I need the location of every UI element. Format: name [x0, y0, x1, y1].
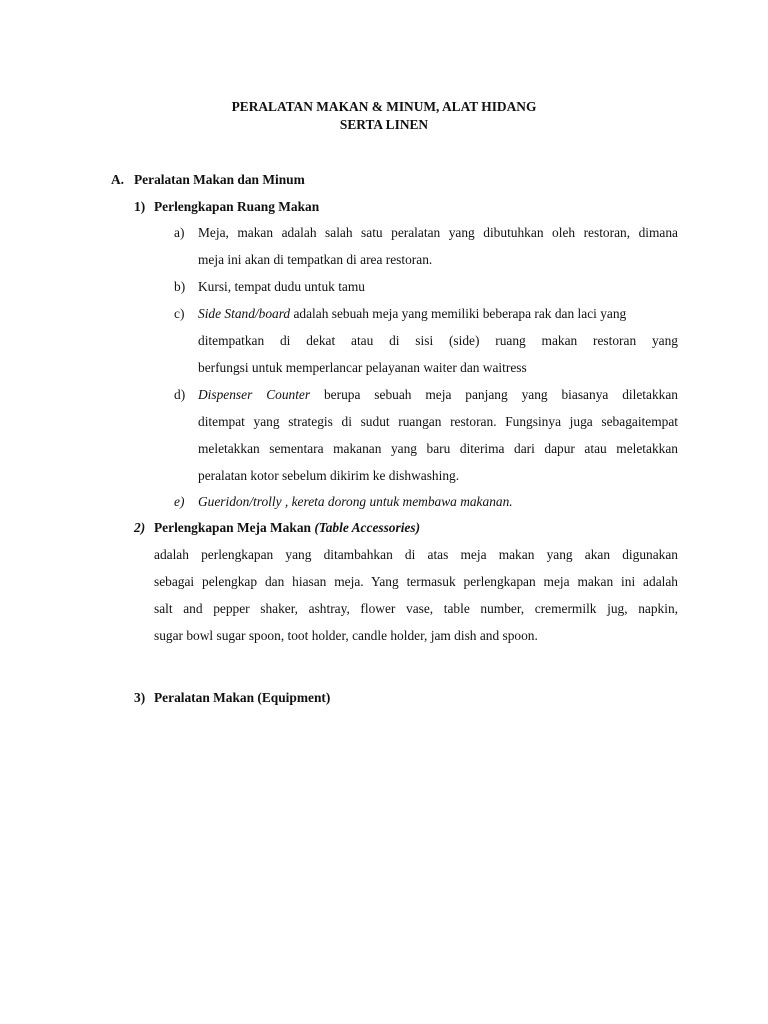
document-title-line2: SERTA LINEN: [339, 117, 429, 132]
sub2-heading: Perlengkapan Meja Makan (Table Accessories): [154, 520, 421, 535]
sub2-line4: sugar bowl sugar spoon, toot holder, candle holder, jam dish and spoon.: [154, 628, 538, 643]
item-a-marker: a): [174, 225, 185, 240]
item-a-line2: meja ini akan di tempatkan di area restoran.: [198, 252, 433, 267]
item-e-marker: e): [174, 494, 185, 509]
sub1-heading: Perlengkapan Ruang Makan: [154, 199, 320, 214]
sub2-marker: 2): [134, 520, 146, 535]
item-d-line4: peralatan kotor sebelum dikirim ke dishwashing.: [198, 468, 460, 483]
item-c-marker: c): [174, 306, 185, 321]
sub2-heading-italic: (Table Accessories): [314, 520, 421, 535]
item-b-marker: b): [174, 279, 186, 294]
item-d-line1: [198, 385, 678, 405]
item-b-line1: Kursi, tempat dudu untuk tamu: [198, 279, 365, 294]
item-d-line3: meletakkan sementara makanan yang baru diterima dari dapur atau meletakkan: [198, 441, 678, 456]
sub1-marker: 1): [134, 199, 146, 214]
section-a-marker: A.: [111, 172, 125, 187]
sub3-heading: Peralatan Makan (Equipment): [154, 690, 331, 705]
item-e-line1: Gueridon/trolly , kereta dorong untuk membawa makanan.: [198, 494, 513, 509]
document-title-line1: PERALATAN MAKAN & MINUM, ALAT HIDANG: [231, 99, 537, 114]
section-a-heading: Peralatan Makan dan Minum: [134, 172, 305, 187]
item-d-term: Dispenser Counter: [198, 387, 311, 402]
item-c-line3: berfungsi untuk memperlancar pelayanan waiter dan waitress: [198, 360, 527, 375]
sub2-line3: salt and pepper shaker, ashtray, flower vase, table number, cremermilk jug, napkin,: [154, 601, 678, 616]
item-a-line1: Meja, makan adalah salah satu peralatan yang dibutuhkan oleh restoran, dimana: [198, 225, 678, 240]
item-d-line1-rest: berupa sebuah meja panjang yang biasanya diletakkan: [310, 387, 678, 402]
item-c-line1-rest: adalah sebuah meja yang memiliki beberapa rak dan laci yang: [290, 306, 627, 321]
item-c-line1: [198, 304, 678, 324]
sub3-marker: 3): [134, 690, 146, 705]
item-c-term: Side Stand/board: [198, 306, 291, 321]
item-c-line2: ditempatkan di dekat atau di sisi (side) ruang makan restoran yang: [198, 333, 678, 348]
sub2-line1: adalah perlengkapan yang ditambahkan di atas meja makan yang akan digunakan: [154, 547, 678, 562]
sub2-line2: sebagai pelengkap dan hiasan meja. Yang termasuk perlengkapan meja makan ini adalah: [154, 574, 678, 589]
item-d-marker: d): [174, 387, 186, 402]
item-d-line2: ditempat yang strategis di sudut ruangan restoran. Fungsinya juga sebagaitempat: [198, 414, 678, 429]
